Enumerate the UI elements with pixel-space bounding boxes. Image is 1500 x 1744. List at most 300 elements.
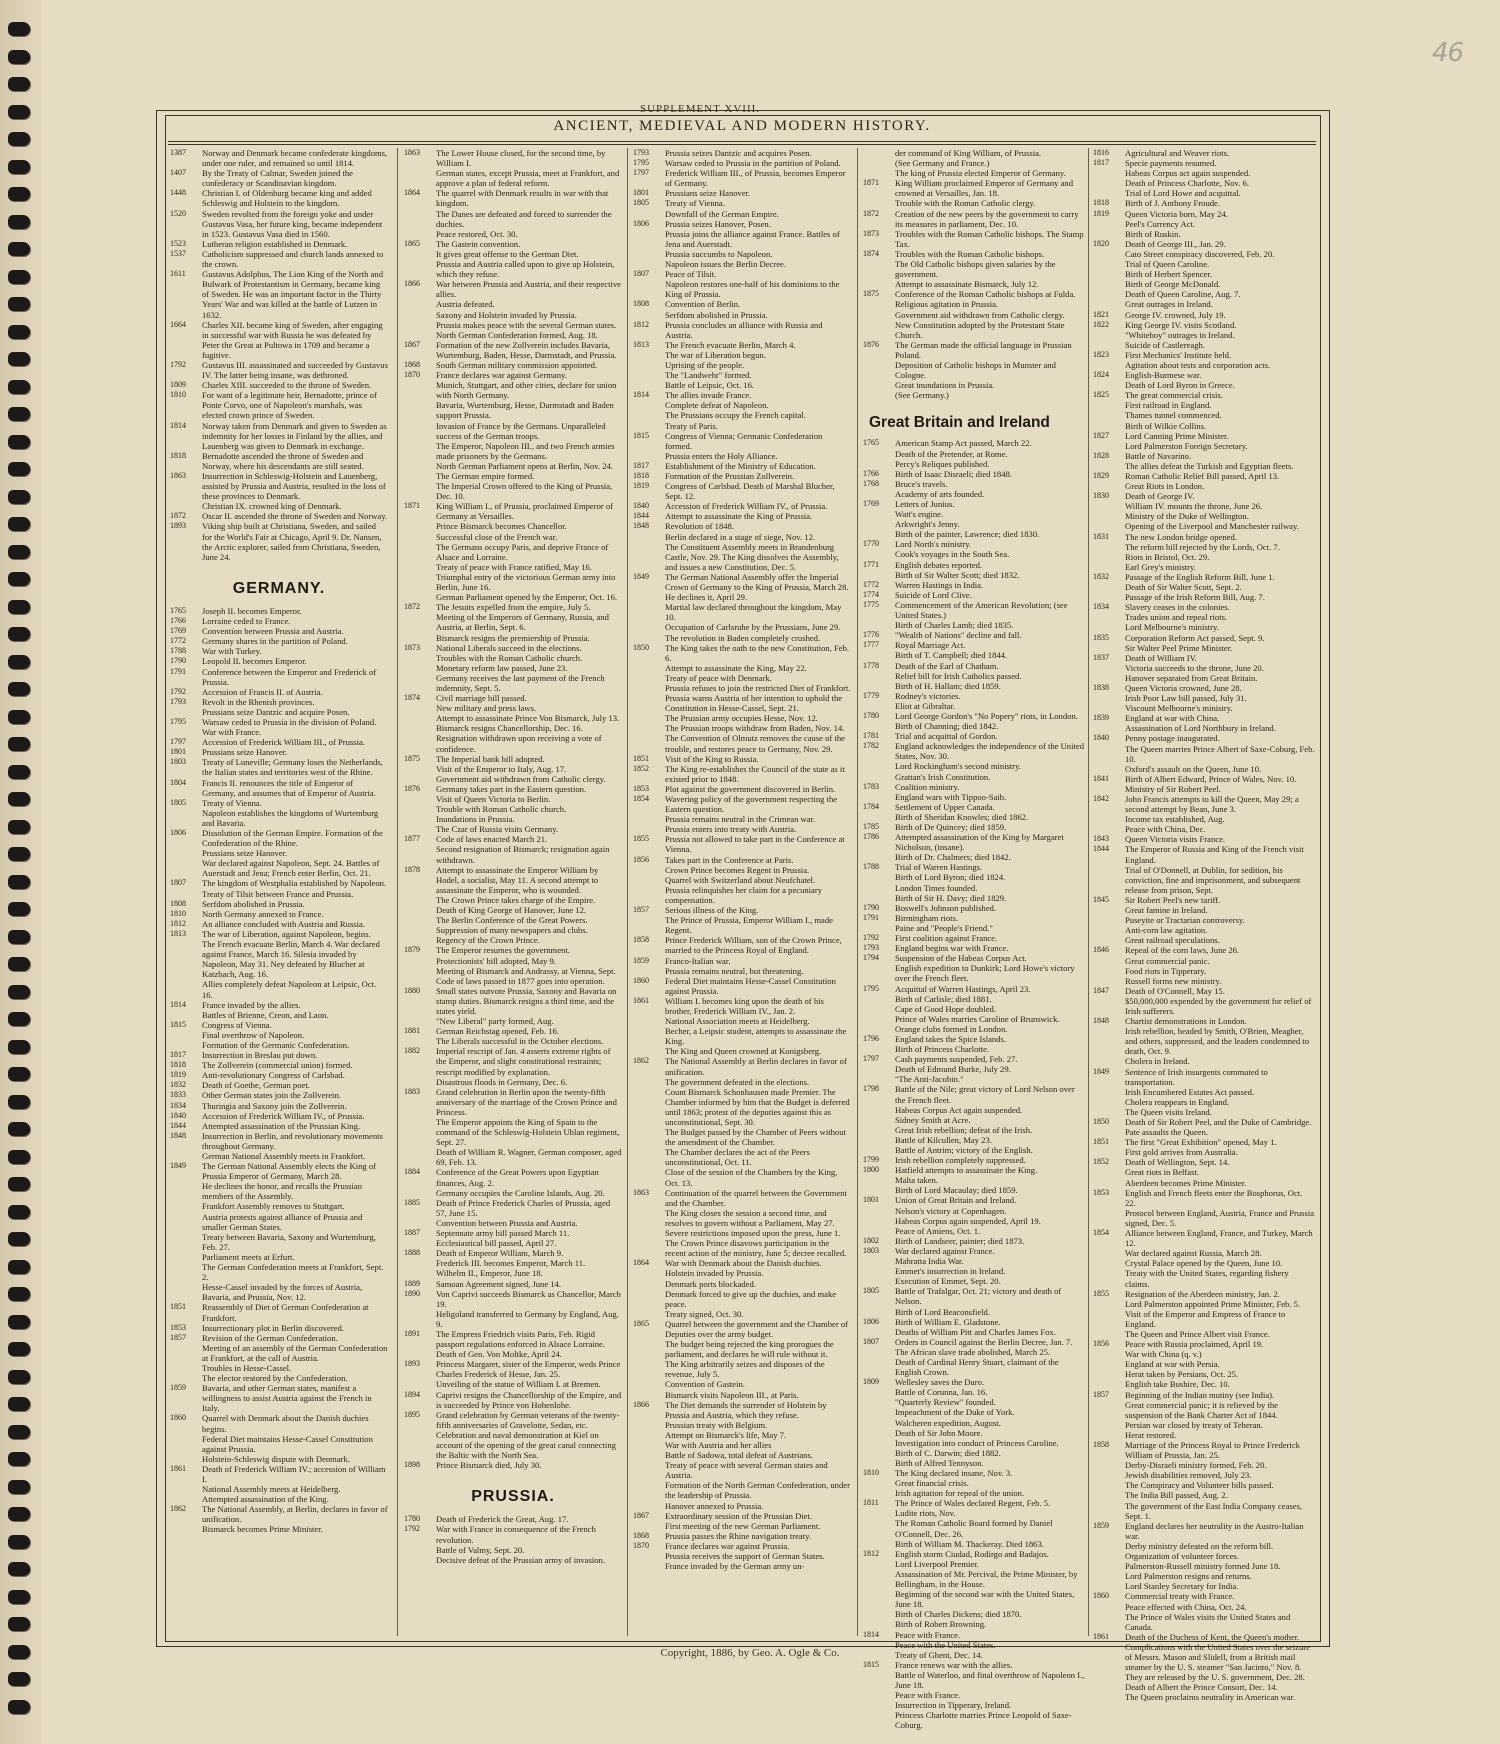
entry-text: Great commercial panic; it is relieved by the suspension of the Bank Charter Act of 1844.: [1125, 1399, 1278, 1420]
entry-text: Trouble with the Roman Catholic clergy.: [895, 198, 1036, 209]
entry-year: [1093, 612, 1121, 622]
entry-text: England wars with Tippoo-Saib.: [895, 791, 1007, 802]
entry-text: Battle of Trafalgar, Oct. 21; victory and death of Nelson.: [895, 1286, 1062, 1307]
entry-text: Treaty between Bavaria, Saxony and Wurtemburg, Feb. 27.: [202, 1231, 376, 1252]
entry-year: 1845: [1093, 894, 1109, 904]
entry-text: Quarrel with Denmark about the Danish duchies begins.: [202, 1413, 369, 1434]
entry-text: Christian IX. crowned king of Denmark.: [202, 501, 342, 512]
entry-text: Monetary reform law passed, June 23.: [436, 662, 568, 673]
entry-text: The allies invade France.: [665, 390, 752, 401]
history-entry: [170, 1090, 388, 1100]
history-entry: [404, 1430, 622, 1460]
history-entry: [633, 1077, 851, 1087]
history-entry: [404, 1514, 622, 1524]
history-entry: [863, 438, 1085, 448]
history-entry: [633, 1480, 851, 1500]
entry-text: The Prince of Wales visits the United States and Canada.: [1125, 1611, 1291, 1632]
binding-ring: [8, 1232, 30, 1246]
entry-text: Investigation into conduct of Princess Caroline.: [895, 1437, 1059, 1448]
entry-year: 1804: [170, 777, 186, 787]
entry-year: [633, 1551, 661, 1561]
entry-text: Trades union and repeal riots.: [1125, 612, 1228, 623]
history-entry: [633, 1460, 851, 1480]
entry-year: 1818: [1093, 198, 1109, 208]
history-entry: [404, 1379, 622, 1389]
entry-year: [633, 421, 661, 431]
history-entry: [863, 1407, 1085, 1417]
entry-text: Death of King George of Hanover, June 12.: [436, 905, 587, 916]
entry-year: [863, 994, 891, 1004]
entry-year: [170, 1010, 198, 1020]
history-entry: [863, 903, 1085, 913]
history-entry: [863, 1135, 1085, 1145]
entry-year: 1834: [1093, 602, 1109, 612]
history-entry: [1093, 289, 1315, 299]
history-entry: [633, 633, 851, 643]
entry-text: Insurrection in Schleswig-Holstein and Lauenberg, assisted by Prussia and Austria, resulted in the loss of these provinces to Denmark.: [202, 471, 386, 502]
history-entry: [863, 1206, 1085, 1216]
history-entry: [170, 1232, 388, 1252]
entry-year: [404, 824, 432, 834]
history-entry: [863, 1619, 1085, 1629]
entry-year: 1893: [170, 521, 186, 531]
entry-text: The King arbitrarily seizes and disposes of the revenue, July 5.: [665, 1359, 825, 1380]
history-entry: [1093, 350, 1315, 360]
entry-text: Sidney Smith at Acre.: [895, 1114, 971, 1125]
entry-year: [1093, 935, 1121, 945]
binding-ring: [8, 820, 30, 834]
history-entry: [404, 1268, 622, 1278]
entry-year: 1873: [404, 642, 420, 652]
history-entry: [1093, 1420, 1315, 1430]
history-entry: [170, 1454, 388, 1464]
entry-year: [863, 1569, 891, 1589]
entry-year: [1093, 340, 1121, 350]
entry-year: [1093, 1349, 1121, 1359]
history-entry: [1093, 521, 1315, 531]
entry-year: [633, 310, 661, 320]
binding-ring: [8, 1315, 30, 1329]
section-heading: PRUSSIA.: [471, 1488, 555, 1506]
history-entry: [170, 737, 388, 747]
entry-text: Great outrages in Ireland.: [1125, 299, 1213, 310]
entry-year: [863, 1589, 891, 1609]
entry-text: First Mechanics' Institute held.: [1125, 349, 1232, 360]
history-entry: [1093, 1541, 1315, 1551]
entry-text: Death of Sir Walter Scott, Sept. 2.: [1125, 582, 1242, 593]
entry-text: Treaty of Vienna.: [665, 198, 725, 209]
entry-text: Birth of the painter, Lawrence; died 1830.: [895, 529, 1040, 540]
entry-text: Death of the Duchess of Kent, the Queen's mother.: [1125, 1631, 1300, 1642]
history-entry: [404, 330, 622, 340]
entry-year: 1851: [633, 753, 649, 763]
entry-year: 1803: [863, 1245, 879, 1255]
entry-year: [404, 1545, 432, 1555]
entry-text: The allies defeat the Turkish and Egyptian fleets.: [1125, 460, 1294, 471]
entry-text: Trouble with Roman Catholic church.: [436, 804, 567, 815]
history-entry: [633, 380, 851, 390]
entry-year: 1780: [863, 710, 879, 720]
history-entry: [1093, 713, 1315, 723]
entry-year: 1810: [863, 1468, 879, 1477]
entry-text: Impeachment of the Duke of York.: [895, 1407, 1015, 1418]
history-entry: [404, 895, 622, 905]
entry-year: [633, 966, 661, 976]
entry-text: Troubles in Hesse-Cassel.: [202, 1362, 292, 1373]
entry-text: The quarrel with Denmark results in war with that kingdom.: [436, 188, 609, 209]
entry-text: Disastrous floods in Germany, Dec. 6.: [436, 1076, 568, 1087]
history-entry: [170, 249, 388, 269]
history-entry: [404, 1228, 622, 1238]
entry-year: [863, 792, 891, 802]
history-entry: [1093, 310, 1315, 320]
entry-text: National Association meets at Heidelberg.: [665, 1016, 810, 1027]
entry-year: [170, 1373, 198, 1383]
entry-text: Government aid withdrawn from Catholic clergy.: [436, 773, 606, 784]
entry-year: [863, 1609, 891, 1619]
entry-year: 1844: [1093, 844, 1109, 854]
entry-text: War with France in consequence of the French revolution.: [436, 1524, 596, 1545]
history-entry: [633, 1188, 851, 1208]
history-entry: [633, 1026, 851, 1046]
history-entry: [170, 320, 388, 360]
history-entry: [863, 1700, 1085, 1710]
entry-text: The first "Great Exhibition" opened, May 1.: [1125, 1137, 1277, 1148]
history-entry: [404, 1198, 622, 1218]
entry-year: [863, 671, 891, 681]
entry-text: Code of laws enacted March 21.: [436, 834, 548, 845]
entry-text: Resignation of the Aberdeen ministry, Jan. 2.: [1125, 1288, 1280, 1299]
entry-text: Birth of Charles Dickens; died 1870.: [895, 1609, 1022, 1620]
history-entry: [404, 471, 622, 481]
entry-year: 1818: [170, 450, 186, 460]
entry-year: 1851: [170, 1302, 186, 1312]
history-entry: [170, 687, 388, 697]
entry-text: Insurrection in Breslau put down.: [202, 1050, 318, 1061]
entry-text: Formation of the Germanic Confederation.: [202, 1039, 350, 1050]
binding-ring: [8, 297, 30, 311]
history-entry: [1093, 380, 1315, 390]
history-entry: [863, 178, 1085, 198]
entry-text: Irish agitation for repeal of the union.: [895, 1488, 1025, 1499]
entry-year: [633, 1450, 661, 1460]
history-entry: [404, 1309, 622, 1329]
entry-year: 1848: [170, 1130, 186, 1140]
entry-year: 1872: [170, 511, 186, 521]
entry-text: The Diet demands the surrender of Holstein by Prussia and Austria, which they refuse.: [665, 1399, 827, 1420]
entry-year: 1849: [1093, 1066, 1109, 1076]
entry-year: [633, 1420, 661, 1430]
history-entry: [404, 532, 622, 542]
history-entry: [863, 1064, 1085, 1074]
binding-ring: [8, 242, 30, 256]
entry-text: Prussia receives the support of German States.: [665, 1551, 825, 1562]
history-entry: [170, 1363, 388, 1373]
entry-year: [1093, 1490, 1121, 1500]
entry-text: "Whiteboy" outrages in Ireland.: [1125, 329, 1235, 340]
entry-text: Convention between Prussia and Austria.: [202, 626, 344, 637]
entry-year: 1887: [404, 1228, 420, 1238]
history-entry: [1093, 1117, 1315, 1127]
entry-text: Acquittal of Warren Hastings, April 23.: [895, 983, 1031, 994]
history-entry: [633, 269, 851, 279]
entry-year: 1864: [404, 188, 420, 198]
entry-year: 1829: [1093, 471, 1109, 480]
entry-text: Birth of Lord Macaulay; died 1859.: [895, 1185, 1018, 1196]
entry-year: [633, 1279, 661, 1289]
history-entry: [863, 994, 1085, 1004]
entry-year: 1819: [170, 1070, 186, 1080]
history-entry: [863, 600, 1085, 620]
entry-year: [1093, 168, 1121, 178]
entry-text: Protectionists' bill adopted, May 9.: [436, 955, 556, 966]
entry-text: Death of Sir John Moore.: [895, 1427, 983, 1438]
entry-year: 1792: [863, 933, 879, 943]
history-entry: [170, 979, 388, 999]
entry-year: 1825: [1093, 390, 1109, 400]
entry-text: Battle of Waterloo, and final overthrow of Napoleon I., June 18.: [895, 1669, 1085, 1690]
entry-text: By the Treaty of Calmar, Sweden joined the confederacy or Scandinavian kingdom.: [202, 168, 353, 189]
entry-text: Wellesley saves the Duro.: [895, 1377, 985, 1388]
entry-text: Insurrectionary plot in Berlin discovered.: [202, 1322, 344, 1333]
history-entry: [1093, 421, 1315, 431]
entry-year: [863, 1115, 891, 1125]
history-entry: [1093, 612, 1315, 622]
entry-year: [633, 633, 661, 643]
entry-text: Death of the Earl of Chatham.: [895, 660, 999, 671]
entry-text: Trial of Lord Howe and acquittal.: [1125, 188, 1241, 199]
entry-text: Attempt to assassinate Bismarck, July 12.: [895, 279, 1039, 290]
entry-year: [863, 1397, 891, 1407]
history-entry: [863, 168, 1085, 178]
entry-year: 1855: [1093, 1288, 1109, 1298]
column-divider: [857, 148, 858, 1636]
history-entry: [404, 1117, 622, 1147]
history-entry: [863, 279, 1085, 289]
entry-text: Great inundations in Prussia.: [895, 380, 995, 391]
history-entry: [633, 461, 851, 471]
entry-year: [170, 1282, 198, 1302]
entry-text: Attempt to assassinate the King of Prussia.: [665, 511, 813, 522]
entry-text: Prince Bismarck died, July 30.: [436, 1460, 542, 1471]
entry-year: 1874: [404, 693, 420, 703]
entry-text: Death of Gen. Von Moltke, April 24.: [436, 1349, 562, 1360]
entry-text: Prussians seize Hanover.: [202, 747, 288, 758]
history-entry: [404, 602, 622, 612]
history-entry: [863, 1074, 1085, 1084]
entry-text: Birth of Sir H. Davy; died 1829.: [895, 892, 1007, 903]
entry-year: 1850: [1093, 1117, 1109, 1126]
entry-year: [863, 1428, 891, 1438]
entry-text: Government aid withdrawn from Catholic clergy.: [895, 309, 1065, 320]
entry-text: The French evacuate Berlin, March 4. War declared against France, March 16. Silesia invaded by Napoleon, May 31. Ney defeated by Blucher at Katzbach, Aug. 16.: [202, 939, 380, 980]
entry-text: Holstein invaded by Prussia.: [665, 1268, 764, 1279]
entry-text: Peace of Amiens, Oct. 1.: [895, 1225, 981, 1236]
history-entry: [1093, 582, 1315, 592]
entry-year: [170, 1030, 198, 1040]
history-entry: [633, 259, 851, 269]
entry-text: Prince Frederick William, son of the Crown Prince, married to the Princess Royal of England.: [665, 935, 842, 956]
history-entry: [863, 711, 1085, 721]
entry-year: 1823: [1093, 349, 1109, 359]
entry-year: [633, 1390, 661, 1400]
history-entry: [633, 1440, 851, 1450]
entry-year: [863, 872, 891, 882]
history-entry: [633, 663, 851, 673]
entry-year: [863, 310, 891, 320]
entry-text: Berlin declared in a stage of siege, Nov. 12.: [665, 531, 816, 542]
history-entry: [633, 996, 851, 1016]
entry-text: The Prussians occupy the French capital.: [665, 410, 806, 421]
entry-year: 1812: [633, 319, 649, 329]
history-entry: [1093, 400, 1315, 410]
entry-year: [633, 814, 661, 824]
entry-text: Corporation Reform Act passed, Sept. 9.: [1125, 632, 1265, 643]
entry-year: 1799: [863, 1155, 879, 1165]
history-entry: [863, 1004, 1085, 1014]
entry-text: The great commercial crisis.: [1125, 390, 1223, 401]
entry-text: English expedition to Dunkirk; Lord Howe's victory over the French fleet.: [895, 963, 1075, 984]
entry-text: Great Riots in London.: [1125, 481, 1205, 492]
entry-text: Peace with China, Dec.: [1125, 824, 1206, 835]
entry-year: 1795: [633, 158, 649, 168]
history-entry: [863, 691, 1085, 701]
entry-year: [633, 1147, 661, 1167]
history-entry: [404, 360, 622, 370]
entry-year: 1815: [633, 430, 649, 440]
entry-text: Nelson's victory at Copenhagen.: [895, 1205, 1007, 1216]
entry-year: [404, 774, 432, 784]
history-entry: [633, 1208, 851, 1228]
entry-text: Royal Marriage Act.: [895, 640, 966, 651]
entry-year: [863, 893, 891, 903]
entry-text: The Czar of Russia visits Germany.: [436, 824, 559, 835]
history-entry: [1093, 229, 1315, 239]
binding-ring: [8, 50, 30, 64]
history-entry: [1093, 239, 1315, 249]
entry-year: 1785: [863, 822, 879, 831]
history-entry: [633, 1127, 851, 1147]
entry-text: Insurrection in Tipperary, Ireland.: [895, 1700, 1012, 1711]
entry-year: 1840: [170, 1110, 186, 1120]
entry-year: [1093, 1541, 1121, 1551]
entry-year: [170, 1040, 198, 1050]
entry-text: Death of Queen Caroline, Aug. 7.: [1125, 289, 1241, 300]
entry-text: The Jesuits expelled from the empire, July 5.: [436, 602, 591, 613]
entry-text: France invaded by the German army un-: [665, 1561, 805, 1572]
history-entry: [633, 249, 851, 259]
entry-year: 1868: [633, 1530, 649, 1540]
entry-year: 1766: [170, 616, 186, 626]
history-entry: [404, 1390, 622, 1410]
entry-text: The Prussian troops withdraw from Baden, Nov. 14.: [665, 723, 845, 734]
entry-year: [170, 707, 198, 717]
entry-text: Birth of Robert Browning.: [895, 1619, 987, 1630]
entry-year: 1819: [1093, 208, 1109, 218]
history-entry: [404, 814, 622, 824]
history-entry: [863, 1125, 1085, 1135]
entry-year: [863, 1690, 891, 1700]
history-entry: [1093, 703, 1315, 713]
entry-text: Attempt to assassinate Prince Von Bismarck, July 13.: [436, 713, 620, 724]
history-entry: [170, 1060, 388, 1070]
entry-text: Denmark forced to give up the duchies, and make peace.: [665, 1288, 837, 1309]
entry-text: King William proclaimed Emperor of Germany and crowned at Versailles, Jan. 18.: [895, 178, 1074, 199]
entry-text: Martial law declared throughout the kingdom, May 10.: [665, 602, 842, 623]
entry-year: [1093, 400, 1121, 410]
entry-year: [170, 1524, 198, 1534]
binding-ring: [8, 682, 30, 696]
entry-text: Norway and Denmark became confederate kingdoms, under one ruler, and remained so until 1814.: [202, 148, 388, 169]
entry-year: [404, 1188, 432, 1198]
entry-year: [633, 1228, 661, 1238]
history-entry: [863, 1307, 1085, 1317]
entry-year: 1883: [404, 1086, 420, 1096]
entry-text: Passage of the Irish Reform Bill, Aug. 7.: [1125, 592, 1265, 603]
binding-ring: [8, 517, 30, 531]
entry-text: Civil marriage bill passed.: [436, 693, 527, 704]
history-entry: [1093, 1561, 1315, 1571]
entry-year: 1832: [1093, 571, 1109, 581]
entry-year: 1805: [170, 797, 186, 807]
entry-year: 1771: [863, 559, 879, 569]
entry-text: Catholicism suppressed and church lands annexed to the crown.: [202, 248, 384, 270]
entry-year: 1856: [1093, 1339, 1109, 1349]
entry-year: 1798: [863, 1084, 879, 1094]
entry-year: [404, 259, 432, 279]
history-entry: [633, 511, 851, 521]
entry-year: 1824: [1093, 370, 1109, 380]
history-entry: [404, 966, 622, 976]
binding-ring: [8, 435, 30, 449]
entry-year: [1093, 865, 1121, 895]
entry-year: [1093, 784, 1121, 794]
history-entry: [404, 1218, 622, 1228]
entry-year: 1898: [404, 1460, 420, 1470]
entry-year: 1846: [1093, 945, 1109, 955]
entry-text: Death of Frederick the Great, Aug. 17.: [436, 1514, 569, 1525]
history-entry: [404, 441, 622, 461]
history-entry: [863, 1044, 1085, 1054]
history-entry: [863, 259, 1085, 279]
entry-year: [1093, 1309, 1121, 1329]
entry-text: Count Bismarck Schonhausen made Premier. The Chamber informed by him that the Budget is deferred until 1863; protest of the deputies against this as unconstitutional, Sept. 30.: [665, 1086, 850, 1127]
entry-year: [404, 1379, 432, 1389]
entry-text: Birth of Albert Edward, Prince of Wales, Nov. 10.: [1125, 773, 1297, 784]
binding-ring: [8, 1700, 30, 1714]
entry-text: Prussia and Austria called upon to give up Holstein, which they refuse.: [436, 259, 615, 280]
entry-text: First railroad in England.: [1125, 400, 1212, 411]
entry-text: The Chamber declares the act of the Peers unconstitutional, Oct. 11.: [665, 1147, 810, 1168]
entry-year: 1866: [404, 279, 420, 289]
entry-text: Lord North's ministry.: [895, 539, 972, 550]
history-entry: [1093, 471, 1315, 481]
history-entry: [633, 229, 851, 249]
entry-year: [170, 1232, 198, 1252]
entry-text: Marriage of the Princess Royal to Prince Frederick William of Prussia, Jan. 25.: [1125, 1440, 1300, 1461]
history-entry: [863, 640, 1085, 650]
history-entry: [1093, 1490, 1315, 1500]
entry-text: Quarrel with Switzerland about Neufchatel.: [665, 874, 816, 885]
entry-year: 1791: [863, 912, 879, 922]
history-entry: [1093, 895, 1315, 905]
history-entry: [1093, 733, 1315, 743]
history-entry: [404, 1258, 622, 1268]
history-entry: [863, 1155, 1085, 1165]
binding-ring: [8, 1122, 30, 1136]
entry-year: 1832: [170, 1080, 186, 1090]
history-entry: [863, 310, 1085, 320]
